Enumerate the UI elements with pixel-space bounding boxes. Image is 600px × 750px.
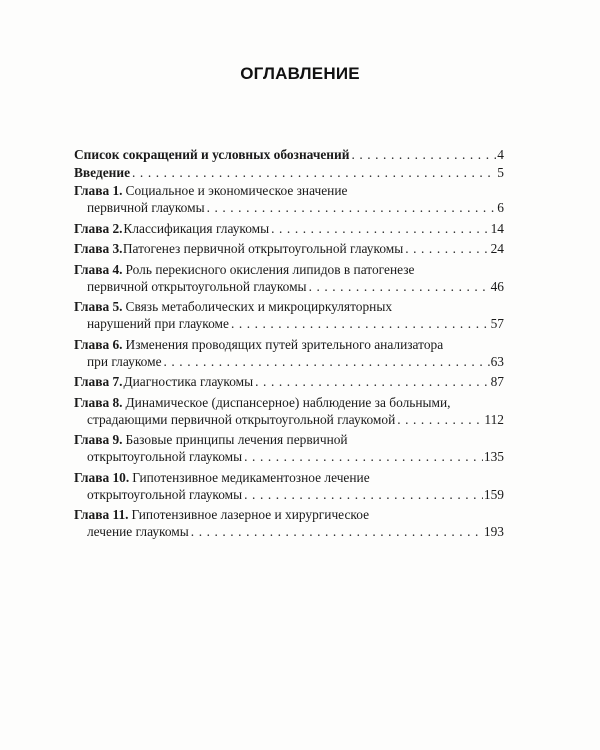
chapter-title-text: Диагностика глаукомы — [123, 374, 254, 389]
toc-entry[interactable] — [74, 164, 504, 181]
chapter-title-text: Базовые принципы лечения первичной — [125, 432, 348, 447]
toc-entry[interactable] — [74, 373, 504, 390]
chapter-title-text: Связь метаболических и микроциркуляторных — [125, 299, 393, 314]
toc-entry[interactable] — [74, 506, 504, 540]
leader-dots — [309, 278, 490, 295]
chapter-title-text: Гипотензивное лазерное и хирургическое — [131, 507, 370, 522]
chapter-label: Глава 7. — [74, 374, 123, 389]
page-number: 6 — [497, 200, 504, 215]
leader-dots — [231, 315, 490, 332]
toc-entry[interactable] — [74, 336, 504, 370]
page-number: 63 — [490, 353, 504, 369]
toc-entry-continuation-line — [74, 353, 504, 370]
chapter-title-text: Динамическое (диспансерное) наблюдение за больными, — [125, 394, 451, 410]
leader-dots — [397, 411, 483, 428]
toc-entry-continuation-line — [74, 486, 504, 503]
chapter-title-text: открытоугольной глаукомы — [87, 486, 243, 502]
leader-dots — [132, 164, 496, 181]
toc-entry[interactable] — [74, 469, 504, 503]
chapter-title-text: Социальное и экономическое значение — [125, 183, 348, 198]
chapter-label: Глава 4. — [74, 261, 123, 277]
chapter-title-text: нарушений при глаукоме — [87, 316, 229, 331]
chapter-title-text: открытоугольной глаукомы — [87, 449, 243, 464]
toc-entry[interactable] — [74, 182, 504, 216]
toc-entry-first-line — [74, 431, 504, 448]
chapter-title-text: страдающими первичной открытоугольной глаукомой — [87, 411, 396, 427]
toc-entry[interactable] — [74, 240, 504, 257]
chapter-title-text: Патогенез первичной открытоугольной глаукомы — [122, 241, 404, 256]
page-number: 57 — [490, 316, 504, 331]
chapter-title-text: Список сокращений и условных обозначений — [74, 147, 350, 162]
toc-entry-continuation-line — [74, 199, 504, 216]
leader-dots — [191, 523, 483, 540]
chapter-title-text: при глаукоме — [87, 353, 162, 369]
page-title: ОГЛАВЛЕНИЕ — [240, 64, 360, 83]
page-number: 4 — [497, 147, 504, 162]
table-of-contents — [74, 146, 504, 544]
toc-entry-first-line — [74, 261, 504, 278]
chapter-title-text: Изменения проводящих путей зрительного анализатора — [125, 336, 444, 352]
toc-entry-first-line — [74, 394, 504, 411]
toc-entry-continuation-line — [74, 448, 504, 465]
toc-entry[interactable] — [74, 431, 504, 465]
toc-entry-first-line — [74, 182, 504, 199]
toc-entry[interactable] — [74, 298, 504, 332]
leader-dots — [271, 220, 489, 237]
toc-entry-first-line — [74, 220, 504, 237]
toc-entry-continuation-line — [74, 411, 504, 428]
toc-entry[interactable] — [74, 261, 504, 295]
leader-dots — [405, 240, 489, 257]
chapter-title-text: лечение глаукомы — [87, 524, 189, 539]
toc-entry-first-line — [74, 373, 504, 390]
leader-dots — [244, 486, 483, 503]
page-number: 14 — [490, 220, 504, 236]
leader-dots — [164, 353, 490, 370]
page-number: 135 — [483, 449, 504, 464]
leader-dots — [244, 448, 483, 465]
toc-entry-continuation-line — [74, 315, 504, 332]
toc-entry-first-line — [74, 298, 504, 315]
chapter-title-text: Гипотензивное медикаментозное лечение — [132, 469, 370, 485]
page-number: 112 — [484, 411, 504, 427]
toc-entry-first-line — [74, 164, 504, 181]
chapter-title-text: первичной глаукомы — [87, 200, 205, 215]
leader-dots — [351, 146, 496, 163]
chapter-label: Глава 8. — [74, 394, 123, 410]
chapter-title-text: первичной открытоугольной глаукомы — [87, 278, 307, 294]
chapter-label: Глава 1. — [74, 183, 123, 198]
toc-entry[interactable] — [74, 220, 504, 237]
toc-entry-first-line — [74, 469, 504, 486]
page-number: 24 — [490, 241, 504, 256]
chapter-label: Глава 5. — [74, 299, 123, 314]
leader-dots — [255, 373, 489, 390]
page-number: 5 — [497, 165, 504, 180]
toc-entry[interactable] — [74, 394, 504, 428]
toc-entry-first-line — [74, 336, 504, 353]
chapter-label: Глава 10. — [74, 469, 130, 485]
chapter-label: Глава 6. — [74, 336, 123, 352]
toc-entry[interactable] — [74, 146, 504, 163]
chapter-label: Глава 9. — [74, 432, 123, 447]
page-number: 159 — [483, 486, 504, 502]
chapter-title-text: Введение — [74, 165, 131, 180]
chapter-label: Глава 11. — [74, 507, 129, 522]
chapter-label: Глава 3. — [74, 241, 123, 256]
chapter-label: Глава 2. — [74, 220, 123, 236]
chapter-title-text: Роль перекисного окисления липидов в патогенезе — [125, 261, 415, 277]
toc-entry-continuation-line — [74, 523, 504, 540]
toc-entry-first-line — [74, 506, 504, 523]
toc-entry-first-line — [74, 146, 504, 163]
page-number: 87 — [490, 374, 504, 389]
toc-entry-first-line — [74, 240, 504, 257]
chapter-title-text: Классификация глаукомы — [123, 220, 270, 236]
leader-dots — [207, 199, 497, 216]
page-number: 46 — [490, 278, 504, 294]
page-number: 193 — [483, 524, 504, 539]
toc-entry-continuation-line — [74, 278, 504, 295]
